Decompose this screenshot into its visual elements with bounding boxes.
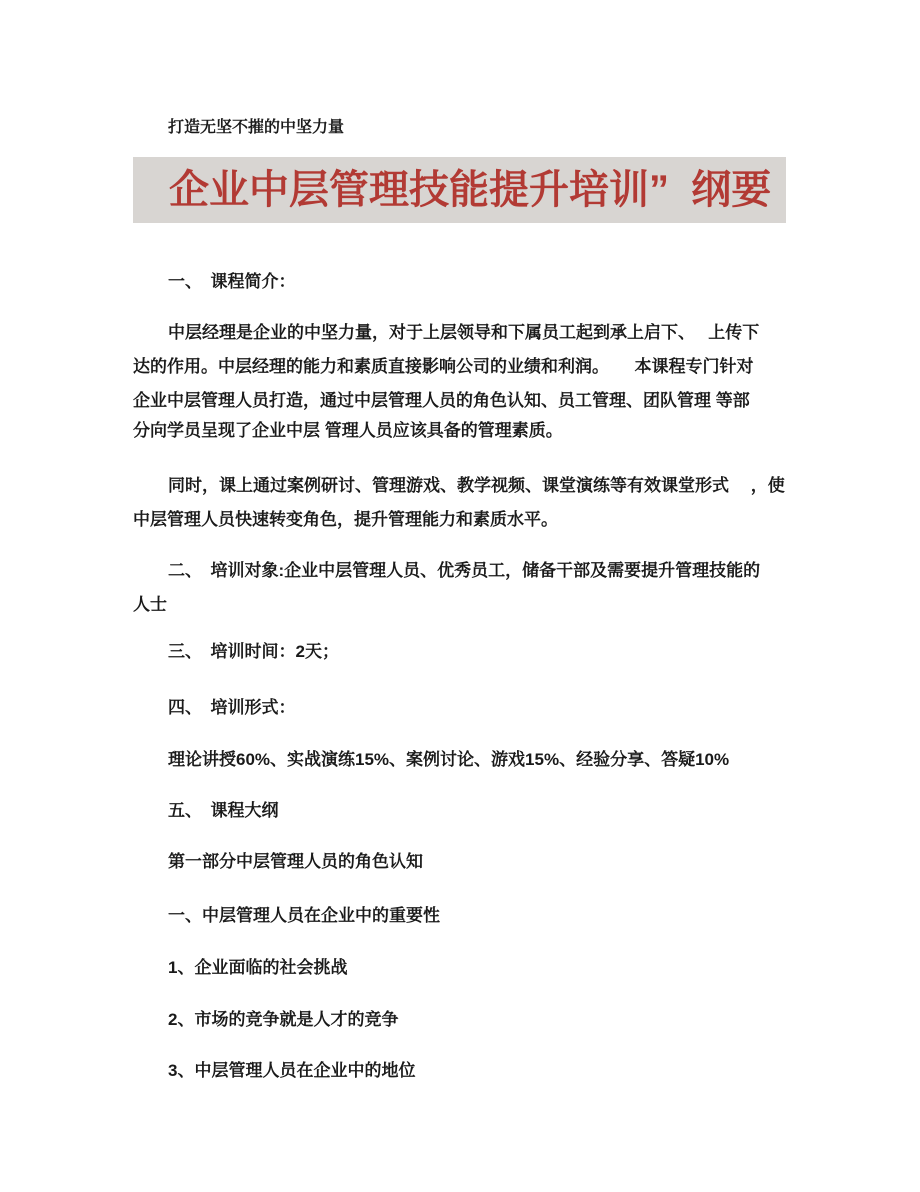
title-banner xyxy=(133,157,786,223)
outline-part1-item-3: 3、中层管理人员在企业中的地位 xyxy=(168,1061,416,1080)
document-tagline: 打造无坚不摧的中坚力量 xyxy=(168,119,345,136)
heading-course-intro: 一、 课程简介： xyxy=(168,272,296,291)
document-title: 企业中层管理技能提升培训” 纲要 xyxy=(169,168,772,212)
para-course-intro-line-4: 分向学员呈现了企业中层 管理人员应该具备的管理素质。 xyxy=(133,421,563,440)
para-class-format-line-2: 中层管理人员快速转变角色，提升管理能力和素质水平。 xyxy=(133,510,558,529)
heading-training-audience: 二、 培训对象:企业中层管理人员、优秀员工，储备干部及需要提升管理技能的 xyxy=(168,561,761,580)
para-course-intro-line-1: 中层经理是企业的中坚力量，对于上层领导和下属员工起到承上启下、 上传下 xyxy=(168,323,760,342)
outline-part1-item-2: 2、市场的竞争就是人才的竞争 xyxy=(168,1010,399,1029)
heading-training-time: 三、 培训时间：2天； xyxy=(168,642,339,661)
heading-course-outline: 五、 课程大纲 xyxy=(168,801,279,820)
heading-training-format: 四、 培训形式： xyxy=(168,698,296,717)
training-format-breakdown: 理论讲授60%、实战演练15%、案例讨论、游戏15%、经验分享、答疑10% xyxy=(168,750,730,769)
para-course-intro-line-3: 企业中层管理人员打造，通过中层管理人员的角色认知、员工管理、团队管理 等部 xyxy=(133,391,750,410)
training-audience-cont: 人士 xyxy=(133,595,167,614)
outline-part1-title: 第一部分中层管理人员的角色认知 xyxy=(168,852,423,871)
para-course-intro-line-2: 达的作用。中层经理的能力和素质直接影响公司的业绩和利润。 本课程专门针对 xyxy=(133,357,754,376)
outline-part1-item-1: 1、企业面临的社会挑战 xyxy=(168,958,348,977)
outline-part1-topic-1: 一、中层管理人员在企业中的重要性 xyxy=(168,906,440,925)
para-class-format-line-1: 同时，课上通过案例研讨、管理游戏、教学视频、课堂演练等有效课堂形式 ，使 xyxy=(168,476,785,495)
